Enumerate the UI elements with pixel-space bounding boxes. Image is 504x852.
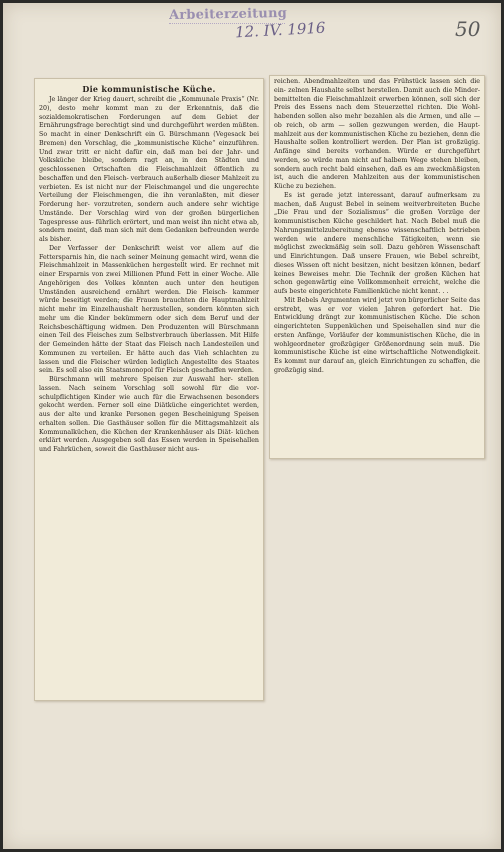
article-headline: Die kommunistische Küche.: [82, 84, 216, 94]
page-number: 50: [455, 17, 481, 41]
article-paragraph-3: Bürschmann will mehrere Speisen zur Auswahl her- stellen lassen. Nach seinem Vorschlag soll sowohl für die vor- schulpflichtigen Kinder wie auch für die Erwachsenen besonders gekocht werden. Ferner soll eine Diätküche eingerichtet werden, aus der alte und kranke Personen gegen Bescheinigung Speisen erhalten sollen. Die Gasthäuser sollen für die Mittagsmahlzeit als Kommunalküchen, die Küchen der Krankenhäuser als Diät- küchen erklärt werden. Ausgegeben soll das Essen werden in Speisehallen und Fahrküchen, soweit die Gasthäuser nicht aus-: [39, 376, 259, 453]
article-paragraph-1: Je länger der Krieg dauert, schreibt die „Kommunale Praxis“ (Nr. 20), desto mehr kommt man zu der Erkenntnis, daß die sozialdemokratischen Forderungen auf dem Gebiet der Ernährungsfrage berechtigt sind und durchgeführt werden müßten. So macht in einer Denkschrift ein G. Bürschmann (Vegesack bei Bremen) den Vorschlag, die „kommunistische Küche“ einzuführen. Und zwar tritt er nicht dafür ein, daß man bei der Jahr- und Volksküche bleibe, sondern ragt an, in den Städten und geschlossenen Ortschaften die Fleischmahlzeit öffentlich zu beschaffen und den Fleisch- verbrauch außerhalb dieser Mahlzeit zu verbieten. Es ist nicht nur der Fleischmangel und die ungerechte Verteilung der Fleischmengen, die ihn veranlaßten, mit dieser Forderung her- vorzutreten, sondern auch andere sehr wichtige Umstände. Der Vorschlag wird von der großen bürgerlichen Tagespresse aus- führlich erörtert, und man weist ihn nicht etwa ab, sondern meint, daß man sich mit dem Gedanken befreunden werde als bisher.: [39, 96, 259, 243]
newspaper-clipping-main: [34, 78, 264, 701]
continued-paragraph-1: reichen. Abendmahlzeiten und das Frühstück lassen sich die ein- zelnen Haushalte selbst herstellen. Damit auch die Minder- bemittelten die Fleischmahlzeit erwerben können, soll sich der Preis des Essens nach dem Steuerzettel richten. Die Wohl- habenden sollen also mehr bezahlen als die Armen, und alle — ob reich, ob arm — sollen gezwungen werden, die Haupt- mahlzeit aus der kommunistischen Küche zu beziehen, denn die Haushalte sollen kontrolliert werden. Der Plan ist großzügig. Anfänge sind bereits vorhanden. Würde er durchgeführt werden, so würde man nicht auf halbem Wege stehen bleiben, sondern auch recht bald einsehen, daß es am zweckmäßigsten ist, auch die anderen Mahlzeiten aus der kommunistischen Küche zu beziehen.: [274, 78, 480, 190]
continued-paragraph-3: Mit Bebels Argumenten wird jetzt von bürgerlicher Seite das erstrebt, was er vor vielen Jahren gefordert hat. Die Entwicklung drängt zur kommunistischen Küche. Die schon eingerichteten Suppenküchen und Speisehallen sind nur die ersten Anfänge, Vorläufer der kommunistischen Küche, die in wohlgeordneter großzügiger Größenordnung sein muß. Die kommunistische Küche ist eine wirtschaftliche Notwendigkeit. Es kommt nur darauf an, gleich Einrichtungen zu schaffen, die großzügig sind.: [274, 296, 480, 374]
article-paragraph-2: Der Verfasser der Denkschrift weist vor allem auf die Fettersparnis hin, die nach seiner Meinung gemacht wird, wenn die Fleischmahlzeit in Massenküchen hergestellt wird. Er rechnet mit einer Ersparnis von zwei Millionen Pfund Fett in einer Woche. Alle Angehörigen des Volkes könnten auch unter den heutigen Umständen ausreichend ernährt werden. Die Fleisch- kammer würde beseitigt werden; die Frauen brauchten die Hauptmahlzeit nicht mehr im Einzelhaushalt herzustellen, sondern könnten sich mehr um die Kinder bekümmern oder sich dem Beruf und der Reichsbeschäftigung widmen. Den Produzenten will Bürschmann einen Teil des Fleisches zum Selbstverbrauch überlassen. Mit Hilfe der Gemeinden hätte der Staat das Fleisch nach Landesteilen und Kommunen zu verteilen. Er hätte auch das Vieh schlachten zu lassen und die Fleischer würden lediglich Angestellte des Staates sein. Es soll also ein Staatsmonopol für Fleisch geschaffen werden.: [39, 244, 259, 375]
newspaper-clipping-continued: [269, 75, 485, 459]
newspaper-stamp: Arbeiterzeitung: [168, 5, 288, 24]
handwritten-date: 12. IV. 1916: [234, 18, 326, 42]
continued-paragraph-2: Es ist gerade jetzt interessant, darauf aufmerksam zu machen, daß August Bebel in seinem weitverbreiteten Buche „Die Frau und der Sozialismus“ die großen Vorzüge der kommunistischen Küche geschildert hat. Nach Bebel muß die Nahrungsmittelzubereitung ebenso wissenschaftlich betrieben werden wie andere menschliche Tätigkeiten, wenn sie möglichst zweckmäßig sein soll. Dazu gehören Wissenschaft und Einrichtungen. Daß unsere Frauen, wie Bebel schreibt, dieses Wissen oft nicht besitzen, nicht besitzen können, bedarf keines Beweises mehr. Die Technik der großen Küchen hat schon gegenwärtig eine Vollkommenheit erreicht, welche die aufs beste eingerichtete Familienküche nicht kennt. . .: [274, 191, 480, 295]
archive-sheet: [3, 3, 501, 849]
